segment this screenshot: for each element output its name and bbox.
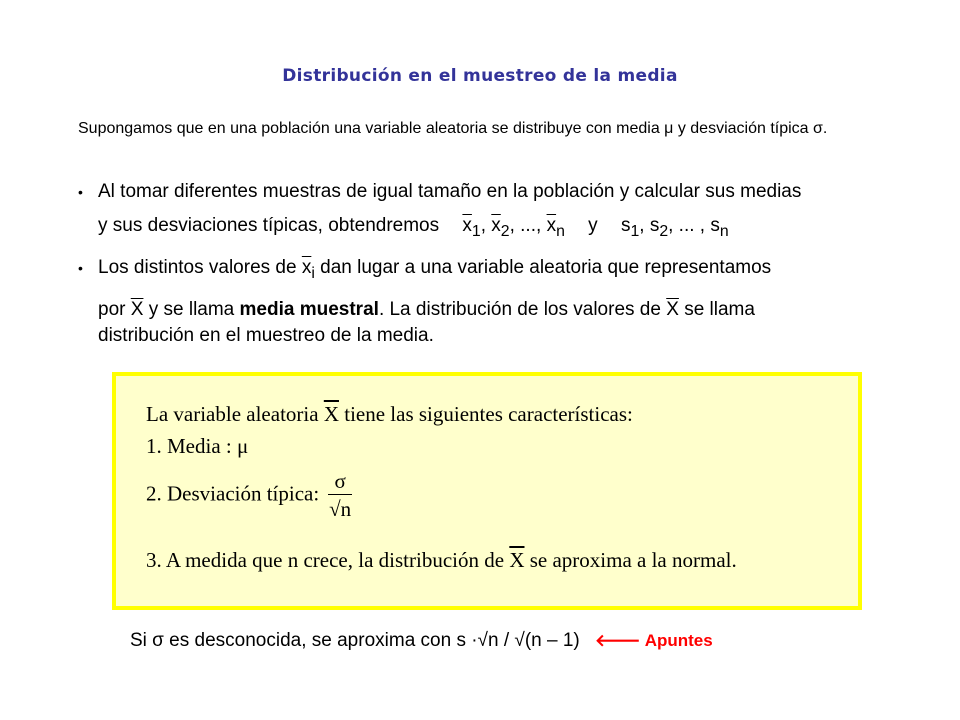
fraction-numerator: σ bbox=[328, 468, 351, 495]
ellipsis: , ... , bbox=[668, 215, 706, 236]
bullet-1-line-2-text: y sus desviaciones típicas, obtendremos bbox=[98, 215, 440, 236]
bullet-2-text-se-llama: y se llama bbox=[148, 299, 235, 320]
comma: , bbox=[639, 215, 645, 236]
xbar-symbol: $\overline{x}$ bbox=[491, 215, 501, 236]
Xbar-symbol: $\overline{X}$ bbox=[130, 299, 144, 320]
box-line-2: 1. Media : μ bbox=[146, 434, 249, 458]
bullet-2-text-b: dan lugar a una variable aleatoria que representamos bbox=[320, 257, 772, 278]
box-line-4-b: se aproxima a la normal. bbox=[529, 548, 737, 572]
subscript-2: 2 bbox=[659, 222, 669, 240]
subscript-1: 1 bbox=[630, 222, 640, 240]
bullet-dot: • bbox=[78, 184, 83, 200]
media-muestral-term: media muestral bbox=[239, 299, 379, 320]
bullet-dot: • bbox=[78, 260, 83, 276]
subscript-1: 1 bbox=[471, 222, 481, 240]
apuntes-link[interactable] bbox=[595, 631, 713, 650]
page-title: Distribución en el muestreo de la media bbox=[282, 66, 678, 86]
bullet-2-line-3: distribución en el muestreo de la media. bbox=[98, 325, 434, 346]
s-symbol: s bbox=[620, 215, 631, 236]
bullet-2-text-distribucion: . La distribución de los valores de bbox=[378, 299, 661, 320]
bullet-2-text-por: por bbox=[98, 299, 126, 320]
subscript-n: n bbox=[719, 222, 729, 240]
box-line-1-b: tiene las siguientes características: bbox=[344, 402, 633, 426]
subscript-2: 2 bbox=[500, 222, 510, 240]
bullet-1-line-2 bbox=[98, 209, 729, 249]
xbar-symbol: $\overline{x}$ bbox=[546, 215, 557, 236]
subscript-i: i bbox=[311, 264, 315, 282]
Xbar-symbol: $\overline{X}$ bbox=[323, 402, 339, 426]
s-symbol: s bbox=[710, 215, 720, 236]
bullet-2-line-1 bbox=[98, 251, 771, 291]
Xbar-symbol: $\overline{X}$ bbox=[509, 548, 525, 572]
box-line-3-text: 2. Desviación típica: bbox=[146, 481, 320, 506]
box-line-4 bbox=[146, 548, 737, 573]
bullet-2-text-se-llama-2: se llama bbox=[684, 299, 755, 320]
xbar-symbol: $\overline{x}$ bbox=[462, 215, 472, 236]
arrow-left-icon: 🡐 bbox=[595, 631, 641, 650]
conjunction-y: y bbox=[588, 215, 598, 236]
bullet-1-line-1: Al tomar diferentes muestras de igual tamaño en la población y calcular sus medias bbox=[98, 181, 802, 202]
box-line-1 bbox=[146, 402, 633, 427]
s-symbol: s bbox=[649, 215, 660, 236]
bullet-2-text-a: Los distintos valores de bbox=[98, 257, 297, 278]
Xbar-symbol: $\overline{X}$ bbox=[666, 299, 679, 320]
properties-box bbox=[112, 372, 862, 610]
subscript-n: n bbox=[556, 222, 565, 240]
apuntes-label: Apuntes bbox=[644, 631, 713, 650]
ellipsis: , ..., bbox=[509, 215, 542, 236]
footnote-text: Si σ es desconocida, se aproxima con s ·√n / √(n – 1) bbox=[130, 630, 580, 651]
box-line-3 bbox=[146, 468, 352, 523]
box-line-4-a: 3. A medida que n crece, la distribución de bbox=[146, 548, 505, 572]
intro-text: Supongamos que en una población una variable aleatoria se distribuye con media μ y desviación típica σ. bbox=[78, 120, 828, 137]
std-dev-fraction bbox=[328, 468, 351, 523]
xbar-symbol: $\overline{x}$ bbox=[301, 257, 312, 278]
fraction-denominator: √n bbox=[329, 497, 352, 521]
comma: , bbox=[480, 215, 486, 236]
footnote bbox=[130, 630, 713, 652]
box-line-1-a: La variable aleatoria bbox=[146, 402, 319, 426]
